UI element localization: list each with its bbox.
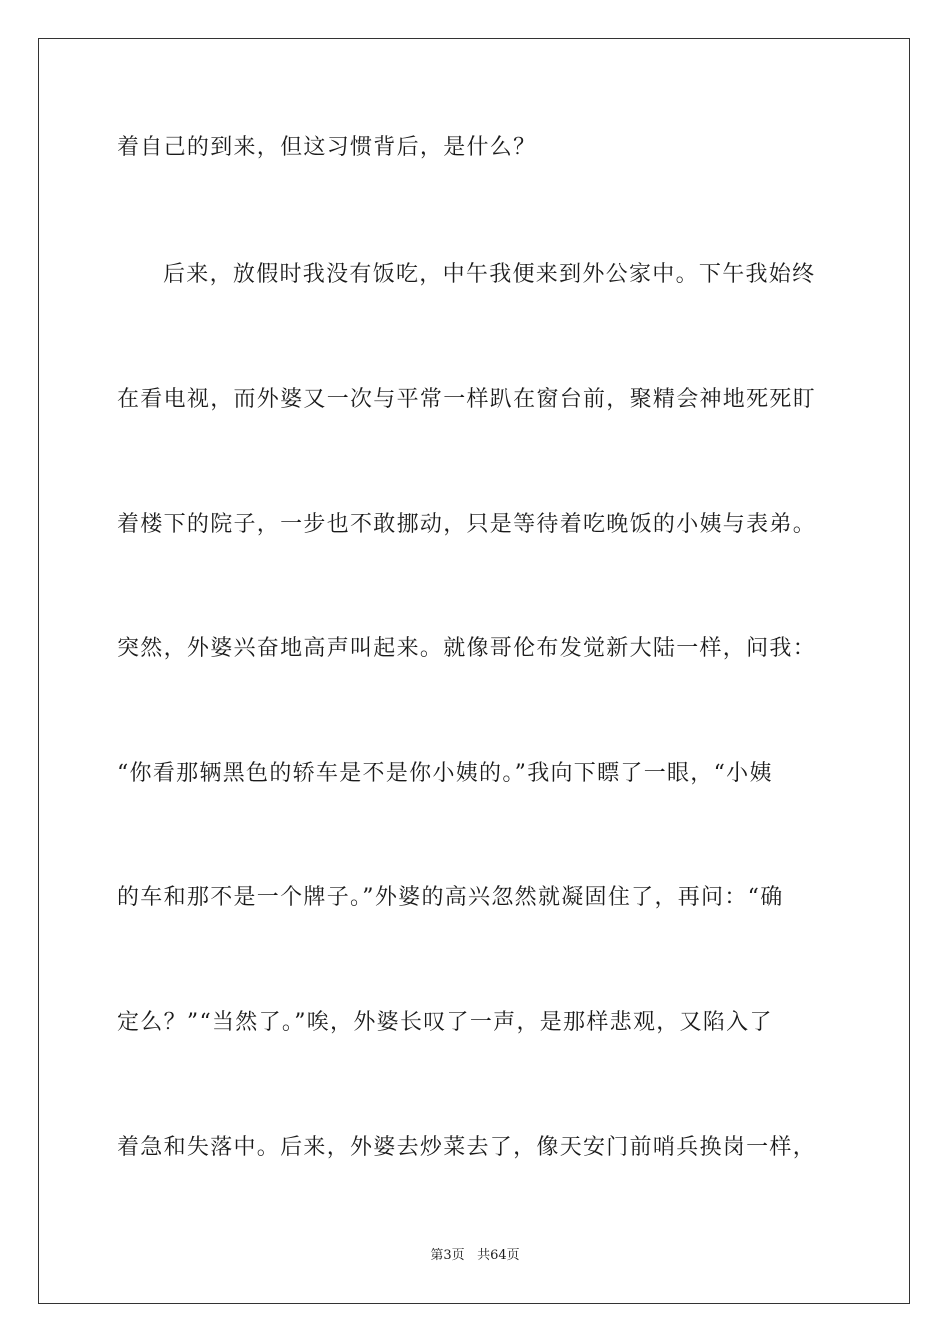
text-line-1: 着自己的到来，但这习惯背后，是什么？ bbox=[117, 135, 537, 160]
page-border bbox=[38, 38, 910, 1304]
text-line-8: 定么？”“当然了。”唉，外婆长叹了一声，是那样悲观，又陷入了 bbox=[117, 1010, 773, 1035]
page-footer bbox=[0, 1247, 950, 1265]
text-line-3: 在看电视，而外婆又一次与平常一样趴在窗台前，聚精会神地死死盯 bbox=[117, 387, 817, 412]
text-line-4: 着楼下的院子，一步也不敢挪动，只是等待着吃晚饭的小姨与表弟。 bbox=[117, 512, 817, 537]
text-line-6: “你看那辆黑色的轿车是不是你小姨的。”我向下瞟了一眼，“小姨 bbox=[117, 761, 773, 786]
text-line-9: 着急和失落中。后来，外婆去炒菜去了，像天安门前哨兵换岗一样， bbox=[117, 1135, 817, 1160]
page-total: 共64页 bbox=[477, 1248, 520, 1263]
text-line-5: 突然，外婆兴奋地高声叫起来。就像哥伦布发觉新大陆一样，问我： bbox=[117, 636, 817, 661]
page-number: 第3页 bbox=[430, 1248, 465, 1263]
text-line-2: 后来，放假时我没有饭吃，中午我便来到外公家中。下午我始终 bbox=[163, 262, 816, 287]
text-line-7: 的车和那不是一个牌子。”外婆的高兴忽然就凝固住了，再问：“确 bbox=[117, 885, 784, 910]
